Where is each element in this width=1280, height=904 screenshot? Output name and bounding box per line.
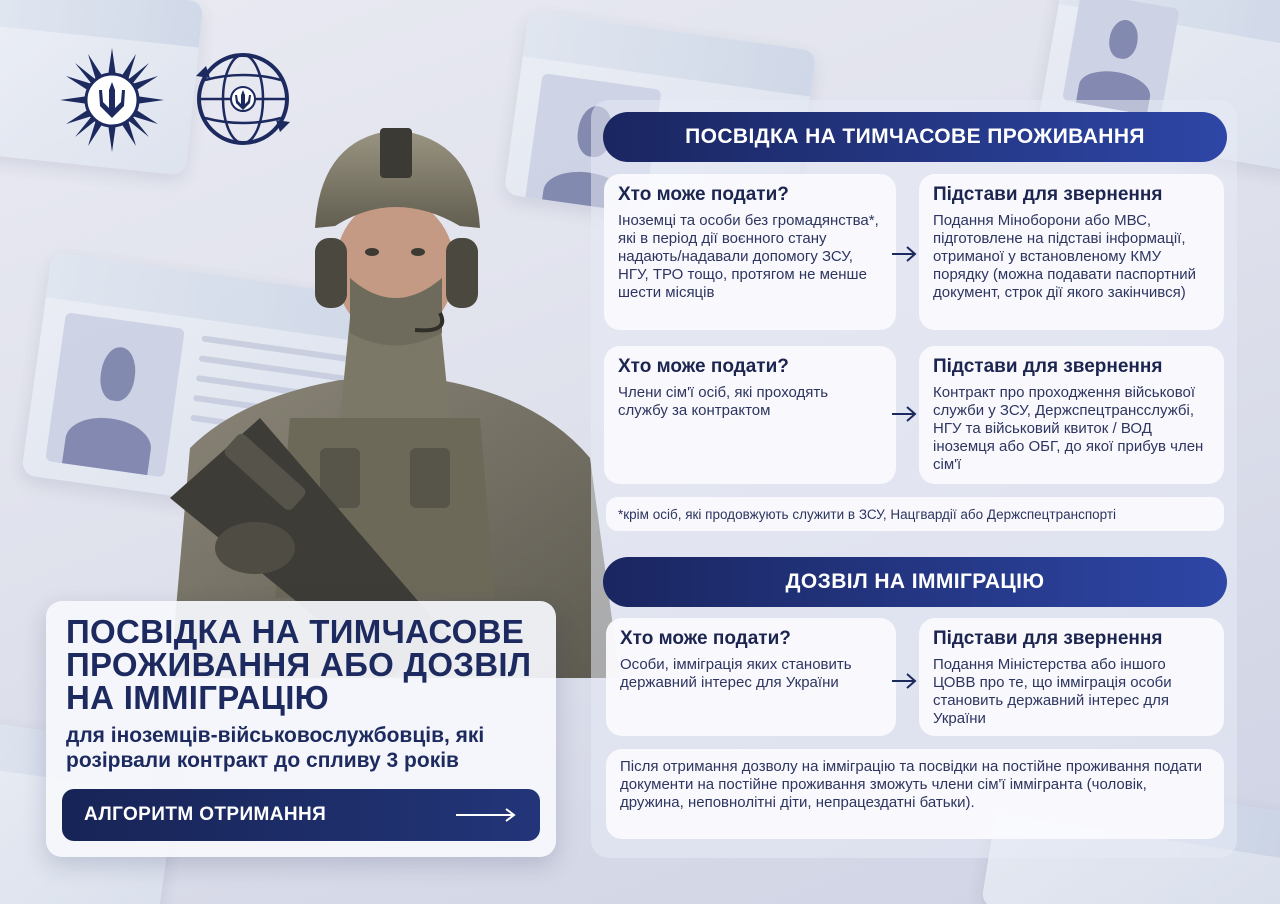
arrow-right-icon xyxy=(890,404,918,429)
grounds-box xyxy=(919,174,1224,330)
grounds-heading: Підстави для звернення xyxy=(933,356,1163,377)
grounds-heading: Підстави для звернення xyxy=(933,184,1163,205)
section-immigration-title: ДОЗВІЛ НА ІММІГРАЦІЮ xyxy=(785,570,1045,593)
hero-card xyxy=(46,601,556,857)
who-can-apply-text: Члени сім'ї осіб, які проходять службу за контрактом xyxy=(618,384,829,419)
grounds-text: Подання Міністерства або іншого ЦОВВ про те, що імміграція особи становить державний інтерес для України xyxy=(933,656,1172,727)
who-can-apply-heading: Хто може подати? xyxy=(620,628,791,649)
who-can-apply-text: Особи, імміграція яких становить державний інтерес для України xyxy=(620,656,852,691)
hero-subtitle: для іноземців-військовослужбовців, які розірвали контракт до спливу 3 років xyxy=(66,724,485,772)
who-can-apply-box xyxy=(604,346,896,484)
algorithm-button-label: АЛГОРИТМ ОТРИМАННЯ xyxy=(84,804,327,825)
who-can-apply-heading: Хто може подати? xyxy=(618,184,789,205)
family-members-note-text: Після отримання дозволу на імміграцію та посвідки на постійне проживання подати документи на постійне проживання зможуть члени сім'ї іммігранта (чоловік, дружина, неповнолітні діти, непрацездатні батьки). xyxy=(620,758,1203,811)
grounds-text: Подання Міноборони або МВС, підготовлене на підставі інформації, отриманої у встановленому КМУ порядку (можна подавати паспортний документ, строк дії якого закінчився) xyxy=(933,212,1197,301)
grounds-text: Контракт про проходження військової служби у ЗСУ, Держспецтрансслужбі, НГУ та військовий квиток / ВОД іноземця або ОБГ, до якої прибув член сім'ї xyxy=(933,384,1204,473)
grounds-box xyxy=(919,346,1224,484)
footnote-text: *крім осіб, які продовжують служити в ЗСУ, Нацгвардії або Держспецтранспорті xyxy=(618,506,1117,522)
grounds-heading: Підстави для звернення xyxy=(933,628,1163,649)
who-can-apply-box xyxy=(604,174,896,330)
arrow-right-icon xyxy=(456,807,518,829)
soldier-illustration xyxy=(150,118,620,678)
algorithm-button[interactable] xyxy=(62,789,540,841)
section-temp-residence-header xyxy=(603,112,1227,162)
footnote xyxy=(606,497,1224,531)
arrow-right-icon xyxy=(890,671,918,696)
who-can-apply-text: Іноземці та особи без громадянства*, які в період дії воєнного стану надають/надавали допомогу ЗСУ, НГУ, ТРО тощо, протягом не менше шести місяців xyxy=(618,212,879,301)
section-temp-residence-title: ПОСВІДКА НА ТИМЧАСОВЕ ПРОЖИВАННЯ xyxy=(685,125,1145,148)
section-immigration-header xyxy=(603,557,1227,607)
who-can-apply-box xyxy=(606,618,896,736)
family-members-note xyxy=(606,749,1224,839)
who-can-apply-heading: Хто може подати? xyxy=(618,356,789,377)
hero-title: ПОСВІДКА НА ТИМЧАСОВЕ ПРОЖИВАННЯ АБО ДОЗВІЛ НА ІММІГРАЦІЮ xyxy=(66,613,532,716)
grounds-box xyxy=(919,618,1224,736)
arrow-right-icon xyxy=(890,244,918,269)
